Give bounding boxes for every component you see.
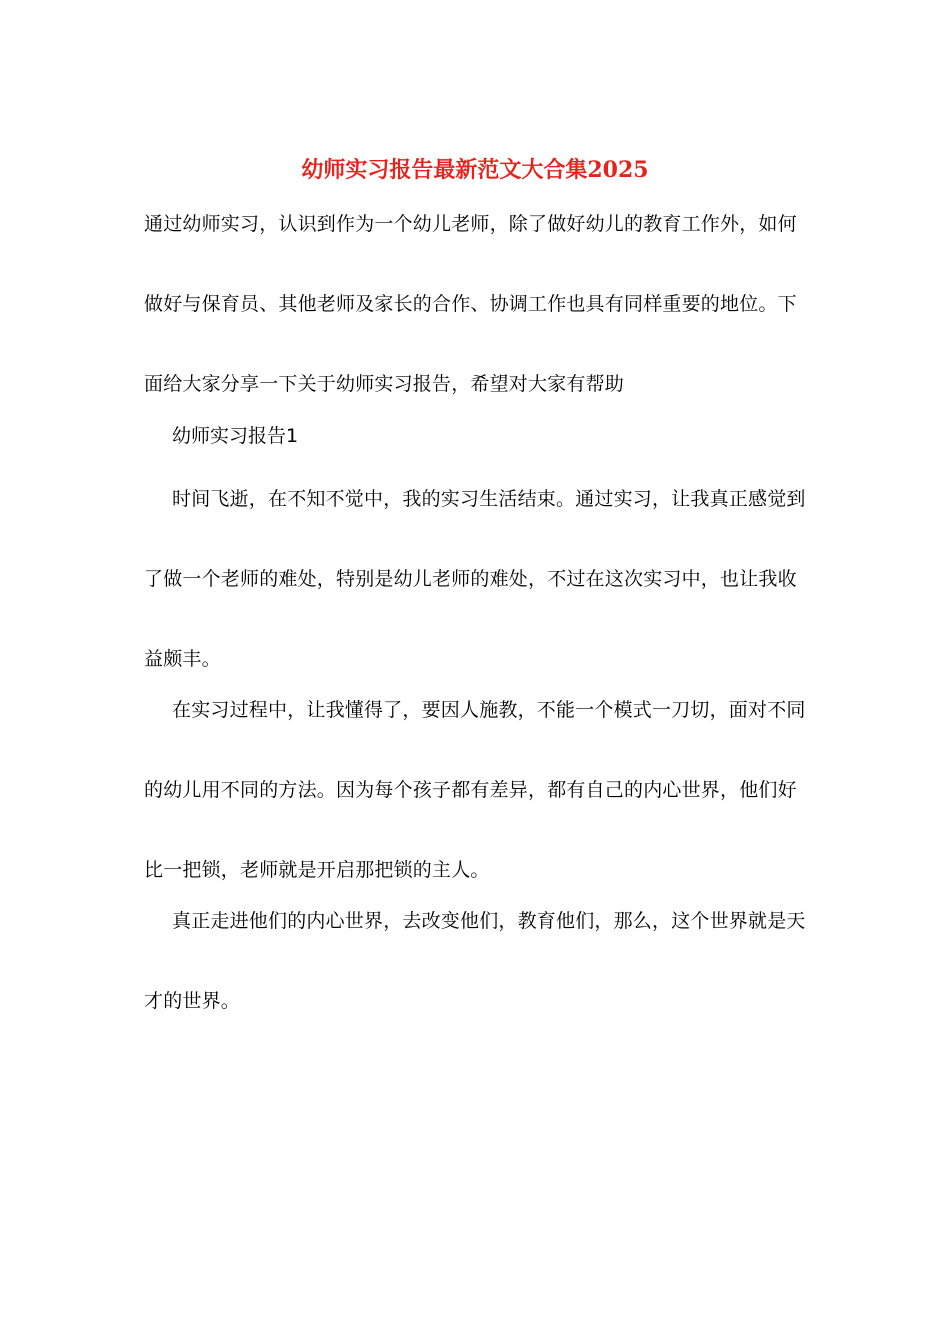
paragraph-line: 比一把锁，老师就是开启那把锁的主人。: [144, 859, 490, 881]
paragraph-line: 面给大家分享一下关于幼师实习报告，希望对大家有帮助: [144, 373, 625, 395]
paragraph-line: 真正走进他们的内心世界，去改变他们，教育他们，那么，这个世界就是天: [172, 910, 806, 932]
paragraph-line: 做好与保育员、其他老师及家长的合作、协调工作也具有同样重要的地位。下: [144, 293, 797, 315]
body-paragraph-2: [144, 670, 814, 910]
body-paragraph-1: [144, 459, 814, 699]
intro-paragraph: [144, 184, 814, 424]
paragraph-line: 通过幼师实习，认识到作为一个幼儿老师，除了做好幼儿的教育工作外，如何: [144, 213, 797, 235]
paragraph-line: 益颇丰。: [144, 648, 221, 670]
paragraph-line: 才的世界。: [144, 990, 241, 1012]
paragraph-line: 时间飞逝，在不知不觉中，我的实习生活结束。通过实习，让我真正感觉到: [172, 488, 806, 510]
section-heading: 幼师实习报告1: [172, 425, 299, 447]
paragraph-line: 的幼儿用不同的方法。因为每个孩子都有差异，都有自己的内心世界，他们好: [144, 779, 797, 801]
document-title: 幼师实习报告最新范文大合集2025: [301, 157, 649, 183]
paragraph-line: 了做一个老师的难处，特别是幼儿老师的难处，不过在这次实习中，也让我收: [144, 568, 797, 590]
body-paragraph-3: [144, 881, 814, 1041]
paragraph-line: 在实习过程中，让我懂得了，要因人施教，不能一个模式一刀切，面对不同: [172, 699, 806, 721]
